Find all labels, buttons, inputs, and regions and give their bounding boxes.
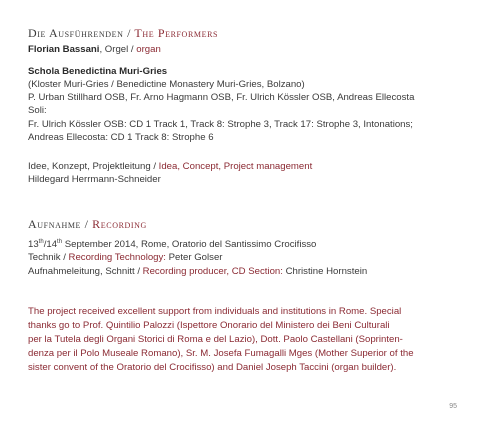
concept-name: Hildegard Herrmann-Schneider (28, 174, 161, 185)
performers-heading (28, 26, 218, 41)
acknowledgements-paragraph (28, 305, 414, 375)
date-day-2: /14 (43, 239, 58, 250)
date-sup-2: th (57, 238, 63, 245)
ack-line: per la Tutela degli Organi Storici di Roma e del Lazio), Dott. Paolo Castellani (Soprinten- (28, 334, 403, 345)
ack-line: denza per il Polo Museale Romano), Sr. M. Josefa Fumagalli Mges (Mother Superior of the (28, 348, 414, 359)
tech-de: Technik / (28, 252, 69, 263)
recording-heading-de: Aufnahme (28, 217, 82, 231)
organist-line (28, 43, 161, 56)
organist-name: Florian Bassani (28, 44, 100, 55)
page-number: 95 (449, 403, 457, 410)
soli-label: Soli: (28, 105, 47, 116)
performers-heading-de: Die Ausführenden (28, 26, 124, 40)
date-day-1: 13 (28, 239, 39, 250)
tech-name: Peter Golser (168, 252, 223, 263)
producer-de: Aufnahmeleitung, Schnitt / (28, 266, 143, 277)
heading-separator: / (81, 217, 93, 231)
recording-date (28, 238, 316, 251)
technology-line (28, 251, 222, 264)
recording-heading-en: Recording (92, 217, 147, 231)
producer-name: Christine Hornstein (285, 266, 368, 277)
heading-separator: / (123, 26, 135, 40)
concept-en: Idea, Concept, Project management (158, 161, 313, 172)
organist-role-en: organ (136, 44, 161, 55)
performers-heading-en: The Performers (134, 26, 219, 40)
organist-role-de: , Orgel / (99, 44, 137, 55)
date-sup-1: th (38, 238, 44, 245)
producer-line (28, 265, 367, 278)
soli-line-2: Andreas Ellecosta: CD 1 Track 8: Strophe 6 (28, 132, 214, 143)
ack-line: thanks go to Prof. Quintilio Palozzi (Ispettore Onorario del Ministero dei Beni Culturali (28, 320, 390, 331)
ack-line: sister convent of the Oratorio del Crocifisso) and Daniel Joseph Taccini (organ builder). (28, 362, 397, 373)
choir-name: Schola Benedictina Muri-Gries (28, 66, 168, 77)
concept-de: Idee, Konzept, Projektleitung / (28, 161, 159, 172)
choir-location: (Kloster Muri-Gries / Benedictine Monastery Muri-Gries, Bolzano) (28, 79, 305, 90)
soli-line-1: Fr. Ulrich Kössler OSB: CD 1 Track 1, Track 8: Strophe 3, Track 17: Strophe 3, Intonations; (28, 119, 413, 130)
producer-en: Recording producer, CD Section: (142, 266, 286, 277)
choir-members: P. Urban Stillhard OSB, Fr. Arno Hagmann OSB, Fr. Ulrich Kössler OSB, Andreas Ellecosta (28, 92, 415, 103)
tech-en: Recording Technology: (68, 252, 169, 263)
concept-line (28, 160, 312, 173)
recording-heading (28, 217, 147, 232)
ack-line: The project received excellent support from individuals and institutions in Rome. Special (28, 306, 402, 317)
date-place: September 2014, Rome, Oratorio del Santissimo Crocifisso (62, 239, 317, 250)
